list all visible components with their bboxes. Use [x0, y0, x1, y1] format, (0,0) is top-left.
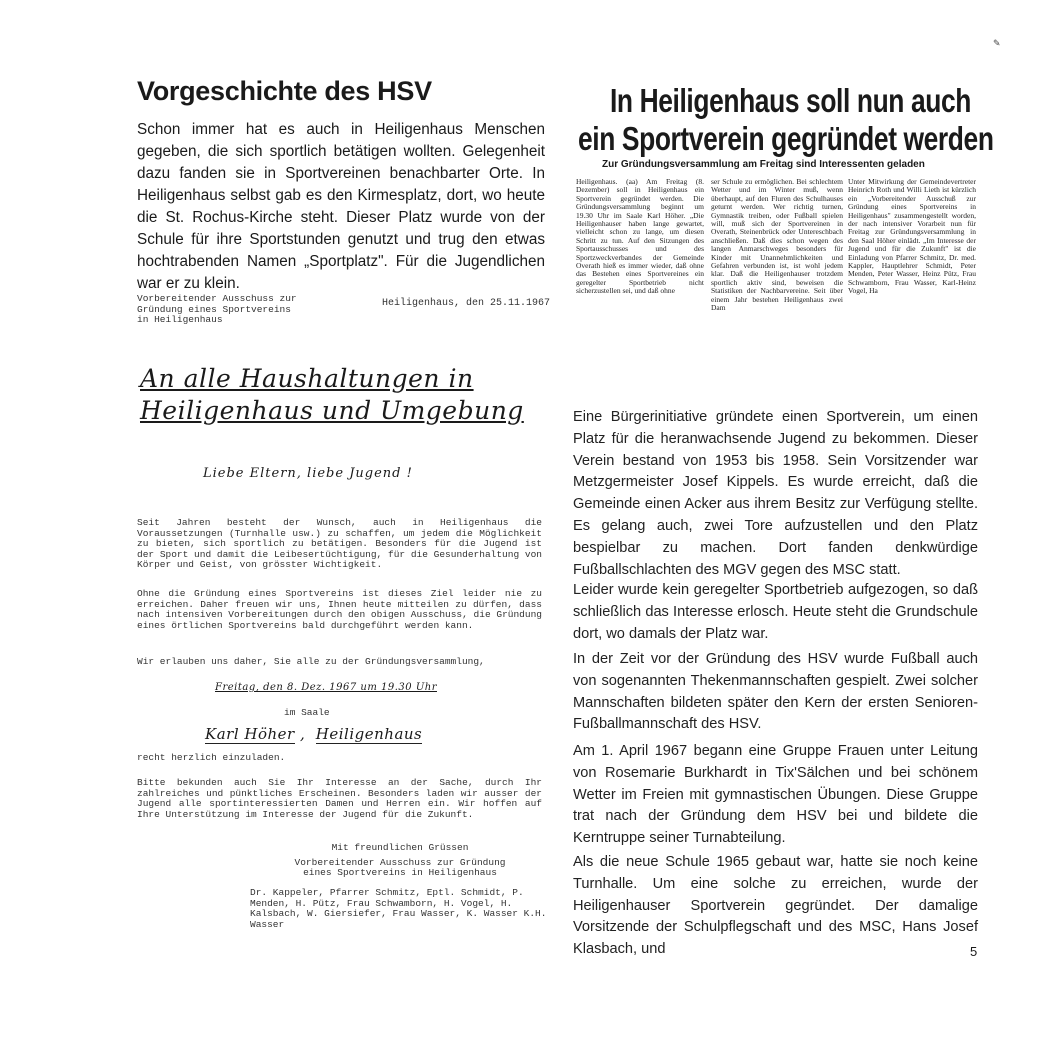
im-saale: im Saale — [284, 707, 330, 718]
letter-greeting: Liebe Eltern, liebe Jugend ! — [203, 466, 413, 481]
corner-mark: ✎ — [993, 38, 1001, 48]
meeting-venue: Karl Höher , Heiligenhaus — [205, 725, 423, 743]
newspaper-column: ser Schule zu ermöglichen. Bei schlechtem Wetter und im Winter muß, wenn überhaupt, auf den Fluren des Schulhauses geturnt werden. Wer richtig turnen, Gymnastik treiben, oder Fußball spielen will, muß sich der Sportvereinen in Overath, Steinenbrück oder Untereschbach anschließen. Daß dies schon wegen des langen Anmarschweges besonders für Kinder mit Unannehmlichkeiten und Gefahren verbunden ist, ist wohl jedem klar. Daß die Heiligenhauser trotzdem sportlich aktiv sind, beweisen die Statistiken der Nachbarvereine. Seit über einem Jahr bestehen Heiligenhaus zwei Dam — [711, 177, 843, 313]
history-paragraph — [573, 649, 978, 736]
history-paragraph — [573, 407, 978, 581]
paragraph-text: Am 1. April 1967 begann eine Gruppe Frauen unter Leitung von Rosemarie Burkhardt in Tix'Sälchen und bei schönem Wetter im Freien mit gymnastischen Übungen. Diese Gruppe trat nach der Gründung dem HSV bei und bildete die Kerntruppe seiner Turnabteilung. — [573, 743, 978, 847]
letter-closing: Mit freundlichen Grüssen — [331, 842, 469, 853]
letter-paragraph: Bitte bekunden auch Sie Ihr Interesse an der Sache, durch Ihr zahlreiches und pünktliches Erscheinen. Besonders laden wir ausser der Jugend alle sportinteressierten Damen und Herren ein. Wir hoffen auf Ihre Unterstützung im Interesse der Jugend für die Zukunft. — [137, 777, 542, 820]
letter-paragraph: Wir erlauben uns daher, Sie alle zu der Gründungsversammlung, — [137, 656, 485, 667]
paragraph-text: In der Zeit vor der Gründung des HSV wurde Fußball auch von sogenannten Thekenmannschaften gespielt. Zwei solcher Mannschaften bildeten später den Kern der ersten Senioren-Fußballmannschaft des HSV. — [573, 651, 978, 733]
letter-closing-sender: Vorbereitender Ausschuss zur Gründung — [294, 857, 506, 868]
letter-paragraph: Ohne die Gründung eines Sportvereins ist dieses Ziel leider nie zu erreichen. Daher freuen wir uns, Ihnen heute mitteilen zu dürfen, dass nach intensiven Vorbereitungen durch den obigen Ausschuss, die Gründung eines örtlichen Sportvereins bald durchgeführt werden kann. — [137, 588, 542, 631]
intro-text: Schon immer hat es auch in Heiligenhaus Menschen gegeben, die sich sportlich betätigen wollten. Gelegenheit dazu fanden sie in Sportvereinen benachbarter Orte. In Heiligenhaus selbst gab es den Kirmesplatz, dort, wo heute die St. Rochus-Kirche steht. Dieser Platz wurde von der Schule für ihre Sportstunden genutzt und trug den etwas hochtrabenden Namen „Sportplatz". Für die Jugendlichen war er zu klein. — [137, 121, 545, 292]
history-paragraph — [573, 852, 978, 961]
newspaper-subheadline: Zur Gründungsversammlung am Freitag sind Interessenten geladen — [602, 159, 925, 170]
newspaper-headline: ein Sportverein gegründet werden — [578, 120, 994, 157]
sender-line: Vorbereitender Ausschuss zur — [137, 293, 297, 304]
letter-heading-line2: Heiligenhaus und Umgebung — [140, 396, 524, 425]
venue-place: Heiligenhaus — [315, 725, 423, 743]
history-paragraph — [573, 741, 978, 850]
newspaper-column: Unter Mitwirkung der Gemeindevertreter Heinrich Roth und Willi Lieth ist kürzlich ein „Vorbereitender Ausschuß zur Gründung eines Sportvereins in Heiligenhaus" zusammengestellt worden, der nach intensiver Vorarbeit nun für Freitag zur Gründungsversammlung in den Saal Höher einlädt. „Im Interesse der Jugend und für die Zukunft" ist die Einladung von Pfarrer Schmitz, Dr. med. Kappler, Hauptlehrer Schmidt, Peter Menden, Peter Wasser, Heinz Pütz, Frau Schwamborn, Frau Wasser, Karl-Heinz Vogel, Ha — [848, 177, 976, 296]
venue-name: Karl Höher — [205, 725, 295, 743]
letter-place-date: Heiligenhaus, den 25.11.1967 — [382, 298, 551, 309]
page-title: Vorgeschichte des HSV — [137, 76, 432, 106]
sender-line: in Heiligenhaus — [137, 314, 223, 325]
paragraph-text: Leider wurde kein geregelter Sportbetrieb aufgezogen, so daß schließlich das Interesse erlosch. Heute steht die Grundschule dort, wo damals der Platz war. — [573, 582, 978, 642]
letter-signers: Dr. Kappeler, Pfarrer Schmitz, Eptl. Schmidt, P. Menden, H. Pütz, Frau Schwamborn, H. Vogel, H. Kalsbach, W. Giersiefer, Frau Wasser, K. Wasser K.H. Wasser — [250, 887, 547, 930]
letter-invite: recht herzlich einzuladen. — [137, 752, 286, 763]
paragraph-text: Als die neue Schule 1965 gebaut war, hatte sie noch keine Turnhalle. Um eine solche zu erreichen, wurde der Heiligenhauser Sportverein gegründet. Der damalige Vorsitzende der Schulpflegschaft und des MSC, Hans Josef Klasbach, und — [573, 854, 978, 958]
letter-heading-line1: An alle Haushaltungen in — [140, 364, 474, 393]
history-paragraph — [573, 580, 978, 645]
sender-line: Gründung eines Sportvereins — [137, 303, 291, 315]
meeting-date: Freitag, den 8. Dez. 1967 um 19.30 Uhr — [215, 682, 437, 693]
newspaper-headline: In Heiligenhaus soll nun auch — [610, 82, 971, 119]
paragraph-text: Eine Bürgerinitiative gründete einen Sportverein, um einen Platz für die heranwachsende Jugend zu bekommen. Dieser Verein bestand von 1953 bis 1958. Sein Vorsitzender war Metzgermeister Josef Kippels. Es wurde erreicht, daß die Gemeinde einen Acker aus ihrem Besitz zur Verfügung stellte. Es gelang auch, zwei Tore aufzustellen und den Platz bespielbar zu machen. Dort fanden denkwürdige Fußballschlachten des MGV gegen des MSC statt. — [573, 409, 978, 578]
page-number: 5 — [970, 944, 978, 959]
letter-sender — [137, 294, 297, 326]
newspaper-column: Heiligenhaus. (aa) Am Freitag (8. Dezember) soll in Heiligenhaus ein Sportverein gegründet werden. Die Gründungsversammlung beginnt um 19.30 Uhr im Saale Karl Höher. „Die Heiligenhauser haben lange gewartet, vielleicht schon zu lange, um diesen Schritt zu tun. Auf den Sitzungen des Sportausschusses und des Sportzweckverbandes der Gemeinde Overath hieß es immer wieder, daß ohne das Bestehen eines Sportvereines ein geregelter Sportbetrieb nicht sicherzustellen sei, und daß ohne — [576, 177, 704, 296]
intro-paragraph — [137, 119, 545, 295]
letter-paragraph: Seit Jahren besteht der Wunsch, auch in Heiligenhaus die Voraussetzungen (Turnhalle usw.) zu schaffen, um jedem die Möglichkeit zu bieten, sich sportlich zu betätigen. Besonders für die Jugend ist der Sport und damit die Leibesertüchtigung, für die Gesunderhaltung von Körper und Geist, von grösster Wichtigkeit. — [137, 517, 542, 571]
letter-closing-sender: eines Sportvereins in Heiligenhaus — [303, 867, 497, 878]
